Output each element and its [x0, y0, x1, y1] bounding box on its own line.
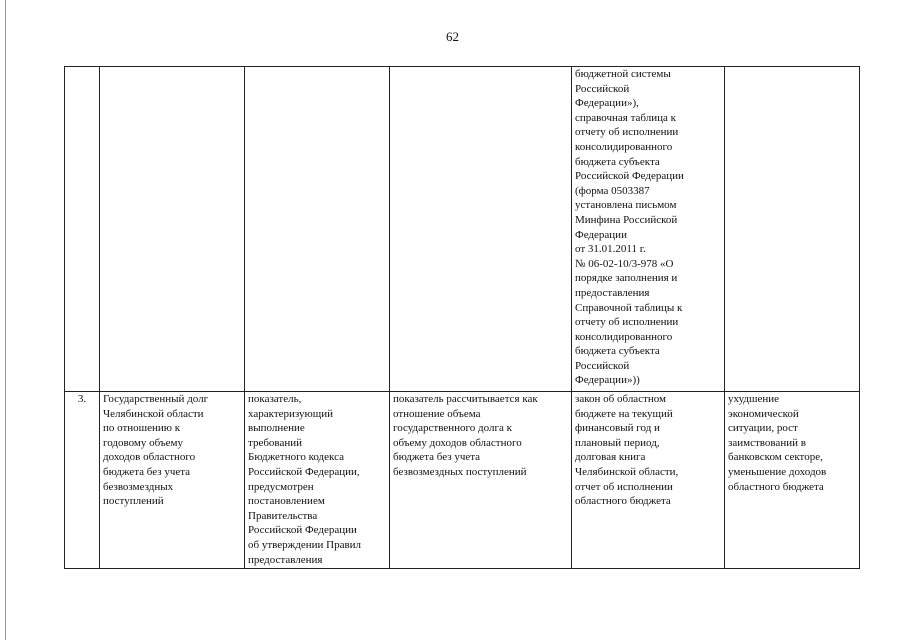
row-number-cell [65, 67, 100, 392]
indicator-name-cell: Государственный долг Челябинской области по отношению к годовому объему доходов областного бюджета без учета безвозмездных поступлений [100, 392, 245, 569]
indicator-description-cell [245, 67, 390, 392]
page-left-border [5, 0, 6, 640]
risk-factors-cell: ухудшение экономической ситуации, рост заимствований в банковском секторе, уменьшение доходов областного бюджета [725, 392, 860, 569]
calculation-method-cell [390, 67, 572, 392]
indicators-table [64, 66, 860, 569]
risk-factors-cell [725, 67, 860, 392]
indicator-name-cell [100, 67, 245, 392]
data-source-cell: бюджетной системы Российской Федерации»), справочная таблица к отчету об исполнении консолидированного бюджета субъекта Российской Федерации (форма 0503387 установлена письмом Минфина Российской Федерации от 31.01.2011 г. № 06-02-10/3-978 «О порядке заполнения и предоставления Справочной таблицы к отчету об исполнении консолидированного бюджета субъекта Российской Федерации»)) [572, 67, 725, 392]
row-number-cell: 3. [65, 392, 100, 569]
table-row [65, 392, 860, 569]
indicator-description-cell: показатель, характеризующий выполнение требований Бюджетного кодекса Российской Федерации, предусмотрен постановлением Правительства Российской Федерации об утверждении Правил предоставления [245, 392, 390, 569]
table-row [65, 67, 860, 392]
data-source-cell: закон об областном бюджете на текущий финансовый год и плановый период, долговая книга Челябинской области, отчет об исполнении областного бюджета [572, 392, 725, 569]
page-number: 62 [446, 29, 459, 44]
calculation-method-cell: показатель рассчитывается как отношение объема государственного долга к объему доходов областного бюджета без учета безвозмездных поступлений [390, 392, 572, 569]
